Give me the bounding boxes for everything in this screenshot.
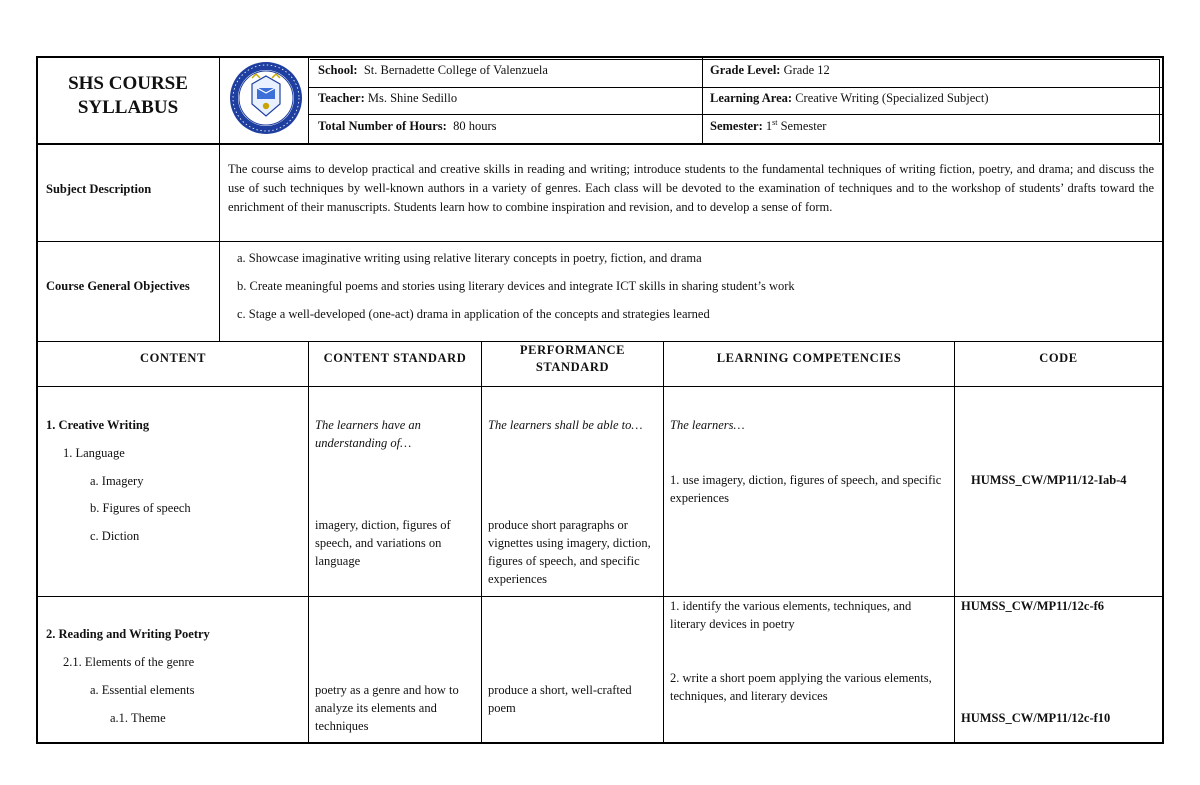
grade-value: Grade 12 — [783, 63, 830, 77]
content-standard-intro: The learners have an understanding of… — [315, 418, 421, 450]
objective-item-b: b. Create meaningful poems and stories using literary devices and integrate ICT skills in sharing student’s work — [237, 279, 795, 293]
content-item-figures-of-speech: b. Figures of speech — [90, 501, 191, 515]
hours-label: Total Number of Hours: — [318, 119, 447, 133]
competency-code-identify: HUMSS_CW/MP11/12c-f6 — [961, 599, 1105, 613]
column-header-content: CONTENT — [139, 351, 207, 365]
teacher-field — [318, 89, 457, 107]
objective-item-c: c. Stage a well-developed (one-act) drama in application of the concepts and strategies learned — [237, 307, 710, 321]
semester-label: Semester: — [710, 119, 763, 133]
column-header-performance-standard: PERFORMANCE STANDARD — [519, 343, 626, 374]
grade-field — [710, 61, 830, 79]
semester-field — [710, 117, 826, 135]
semester-number: 1 — [765, 119, 773, 133]
subject-description-label: Subject Description — [46, 182, 152, 196]
objectives-label: Course General Objectives — [46, 279, 190, 293]
competency-code-write: HUMSS_CW/MP11/12c-f10 — [961, 711, 1111, 725]
subject-description-text: The course aims to develop practical and creative skills in reading and writing; introduce students to the fundamental techniques of writing fiction, poetry, and drama; and discuss the use of such techniques by well-known authors in a variety of genres. Each class will be devoted to the examination of techniques and to the workshop of students’ drafts toward the enrichment of their manuscripts. Students learn how to combine inspiration and revision, and to develop a sense of form. — [228, 162, 1154, 214]
learning-competency-item-write: 2. write a short poem applying the various elements, techniques, and literary devices — [670, 671, 932, 703]
column-header-learning-competencies: LEARNING COMPETENCIES — [716, 351, 902, 365]
performance-standard-text-poetry: produce a short, well-crafted poem — [488, 683, 632, 715]
learning-competency-item-identify: 1. identify the various elements, techniques, and literary devices in poetry — [670, 599, 912, 631]
hours-field — [318, 117, 496, 135]
school-label: School: — [318, 63, 358, 77]
school-field — [318, 61, 548, 79]
semester-suffix: st — [772, 117, 778, 127]
hours-value: 80 hours — [453, 119, 497, 133]
learning-competency-item: 1. use imagery, diction, figures of speech, and specific experiences — [670, 473, 942, 505]
performance-standard-text: produce short paragraphs or vignettes using imagery, diction, figures of speech, and specific experiences — [488, 518, 651, 586]
column-header-code: CODE — [1039, 351, 1078, 365]
semester-word: Semester — [780, 119, 827, 133]
learning-competency-intro: The learners… — [670, 418, 745, 432]
teacher-value: Ms. Shine Sedillo — [367, 91, 458, 105]
content-subtopic-elements: 2.1. Elements of the genre — [63, 655, 195, 669]
content-item-diction: c. Diction — [90, 529, 140, 543]
teacher-label: Teacher: — [318, 91, 365, 105]
content-topic-poetry: 2. Reading and Writing Poetry — [46, 627, 210, 641]
area-value: Creative Writing (Specialized Subject) — [795, 91, 989, 105]
area-label: Learning Area: — [710, 91, 793, 105]
performance-standard-intro: The learners shall be able to… — [488, 418, 643, 432]
content-subtopic-language: 1. Language — [63, 446, 125, 460]
school-value: St. Bernadette College of Valenzuela — [363, 63, 548, 77]
grade-label: Grade Level: — [710, 63, 781, 77]
objective-item-a: a. Showcase imaginative writing using relative literary concepts in poetry, fiction, and drama — [237, 251, 702, 265]
school-logo — [228, 60, 304, 136]
column-header-content-standard: CONTENT STANDARD — [323, 351, 467, 365]
content-topic-creative-writing: 1. Creative Writing — [46, 418, 150, 432]
page-title: SHS COURSE SYLLABUS — [68, 73, 188, 118]
content-item-imagery: a. Imagery — [90, 474, 144, 488]
content-standard-text-poetry: poetry as a genre and how to analyze its elements and techniques — [315, 683, 459, 733]
content-item-essential-elements: a. Essential elements — [90, 683, 195, 697]
content-standard-text: imagery, diction, figures of speech, and variations on language — [315, 518, 451, 568]
area-field — [710, 89, 989, 107]
competency-code: HUMSS_CW/MP11/12-Iab-4 — [971, 473, 1127, 487]
content-item-theme: a.1. Theme — [110, 711, 166, 725]
